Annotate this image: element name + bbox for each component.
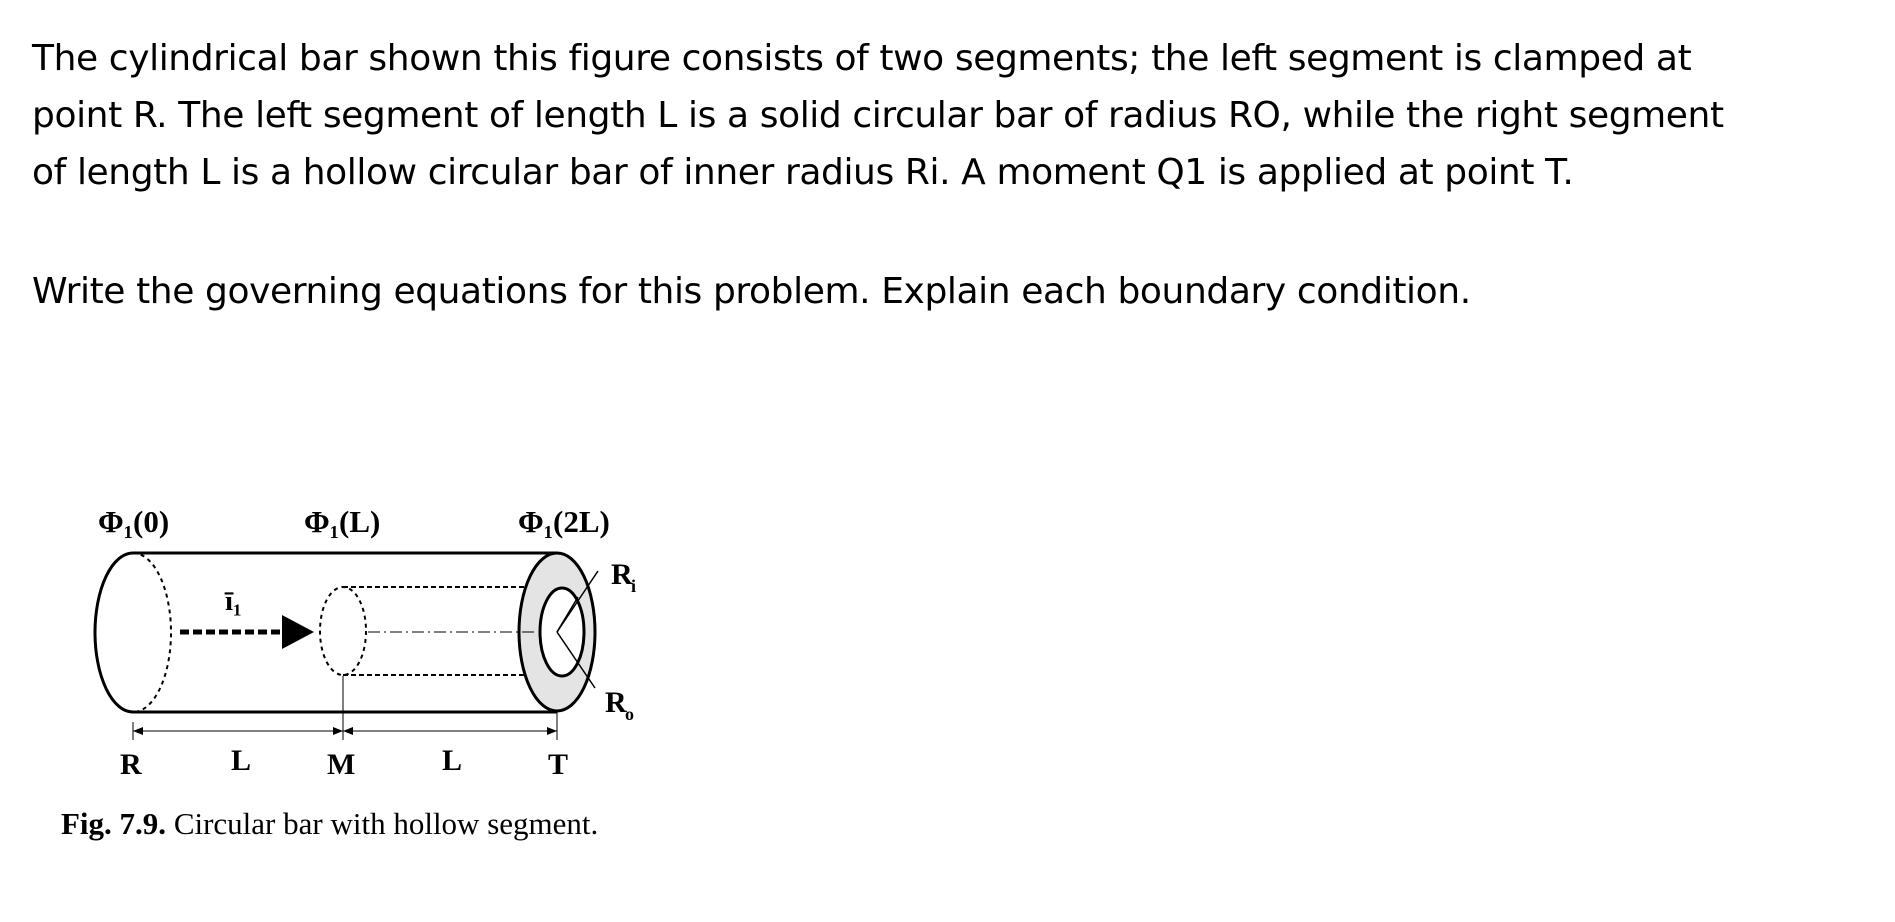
axis-arrow-head xyxy=(282,615,314,649)
point-m-label: M xyxy=(327,748,356,781)
cylindrical-bar-figure xyxy=(60,490,700,850)
left-end-front xyxy=(95,553,133,712)
length-right-label: L xyxy=(442,744,463,777)
ro-subscript: o xyxy=(625,704,634,724)
caption-text: Circular bar with hollow segment. xyxy=(166,806,599,841)
caption-number: Fig. 7.9. xyxy=(61,806,167,841)
ro-label: R xyxy=(605,686,627,719)
phi-2l-label: Φ₁(2L) xyxy=(518,504,610,539)
dim-arrow-m-left xyxy=(333,727,343,735)
mid-section-ellipse xyxy=(320,587,366,675)
bar-diagram xyxy=(60,490,700,810)
figure-caption xyxy=(61,806,598,842)
dim-arrow-r xyxy=(133,727,143,735)
point-r-label: R xyxy=(120,748,142,781)
dim-arrow-m-right xyxy=(343,727,353,735)
phi-0-label: Φ₁(0) xyxy=(98,504,170,539)
point-t-label: T xyxy=(548,748,569,781)
phi-l-label: Φ₁(L) xyxy=(304,504,381,539)
ri-label: R xyxy=(611,558,633,591)
problem-line-1: The cylindrical bar shown this figure consists of two segments; the left segment is clamped at xyxy=(32,38,1692,79)
problem-line-2: point R. The left segment of length L is a solid circular bar of radius RO, while the right segment xyxy=(32,95,1724,136)
unit-vector-label: ī₁ xyxy=(225,585,242,617)
problem-statement xyxy=(32,30,1812,201)
ri-subscript: i xyxy=(631,576,637,596)
dim-arrow-t xyxy=(547,727,557,735)
left-end-back xyxy=(133,553,171,712)
length-left-label: L xyxy=(231,744,252,777)
problem-line-3: of length L is a hollow circular bar of inner radius Ri. A moment Q1 is applied at point T. xyxy=(32,152,1574,193)
question-text: Write the governing equations for this problem. Explain each boundary condition. xyxy=(32,271,1471,312)
